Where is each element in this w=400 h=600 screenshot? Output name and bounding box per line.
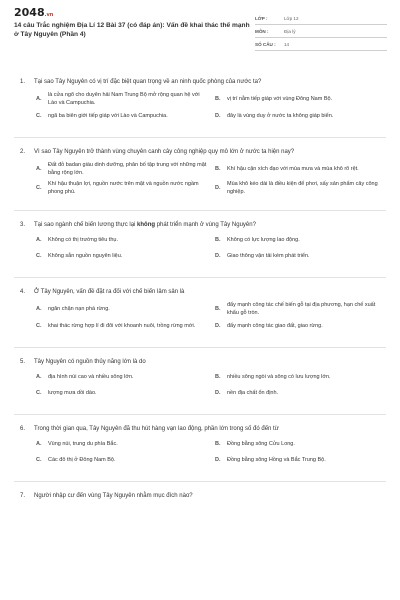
option-c[interactable] bbox=[36, 455, 209, 467]
option-grid bbox=[36, 92, 386, 123]
page-title: 14 câu Trắc nghiệm Địa Lí 12 Bài 37 (có đáp án): Vấn đề khai thác thế mạnh ở Tây Nguyên (Phần 4) bbox=[14, 22, 250, 38]
option-text: Không sẵn nguồn nguyên liệu. bbox=[48, 253, 123, 260]
option-text: địa hình núi cao và nhiều sông lớn. bbox=[48, 374, 134, 381]
info-value: Địa lý bbox=[284, 28, 296, 34]
option-d[interactable] bbox=[215, 251, 388, 263]
question-1 bbox=[14, 68, 386, 137]
option-b[interactable] bbox=[215, 302, 388, 317]
option-text: Đất đỏ badan giàu dinh dưỡng, phân bố tập trung với những mặt bằng rộng lớn. bbox=[48, 162, 207, 176]
option-c[interactable] bbox=[36, 181, 209, 196]
option-letter: D. bbox=[215, 113, 221, 120]
option-letter: B. bbox=[215, 374, 221, 381]
option-c[interactable] bbox=[36, 111, 209, 123]
option-c[interactable] bbox=[36, 321, 209, 333]
question-number: 4. bbox=[20, 289, 26, 295]
info-value: 14 bbox=[284, 41, 290, 47]
option-c[interactable] bbox=[36, 388, 209, 400]
info-row-class bbox=[255, 12, 387, 25]
option-b[interactable] bbox=[215, 439, 388, 451]
question-number: 5. bbox=[20, 359, 26, 365]
question-number: 1. bbox=[20, 79, 26, 85]
question-head bbox=[14, 358, 386, 366]
option-letter: C. bbox=[36, 457, 42, 464]
option-text: Các đô thị ở Đông Nam Bộ. bbox=[48, 457, 116, 464]
option-text: Giao thông vận tải kém phát triển. bbox=[227, 253, 310, 260]
option-letter: B. bbox=[215, 237, 221, 244]
option-grid bbox=[36, 235, 386, 263]
question-3 bbox=[14, 211, 386, 277]
option-letter: B. bbox=[215, 305, 221, 312]
question-text: Trong thời gian qua, Tây Nguyên đã thu hút hàng vạn lao động, phần lớn trong số đó đến từ bbox=[34, 426, 279, 432]
question-text-part: phát triển mạnh ở vùng Tây Nguyên? bbox=[155, 222, 256, 228]
option-a[interactable] bbox=[36, 439, 209, 451]
option-letter: D. bbox=[215, 390, 221, 397]
question-head bbox=[14, 221, 386, 229]
question-number: 3. bbox=[20, 222, 26, 228]
option-text: đẩy mạnh công tác chế biến gỗ tại địa phương, hạn chế xuất khẩu gỗ tròn. bbox=[227, 302, 376, 316]
option-b[interactable] bbox=[215, 92, 388, 107]
question-text bbox=[34, 221, 386, 229]
option-letter: A. bbox=[36, 441, 42, 448]
question-text: Tại sao Tây Nguyên có vị trí đặc biệt quan trọng về an ninh quốc phòng của nước ta? bbox=[34, 79, 262, 85]
question-6 bbox=[14, 415, 386, 481]
option-text: Đồng bằng sông Cửu Long. bbox=[227, 441, 295, 448]
option-text: ngã ba biên giới tiếp giáp với Lào và Campuchia. bbox=[48, 113, 168, 120]
option-b[interactable] bbox=[215, 372, 388, 384]
question-head bbox=[14, 78, 386, 86]
option-d[interactable] bbox=[215, 181, 388, 196]
question-5 bbox=[14, 348, 386, 414]
option-text: Khí hậu thuận lợi, nguồn nước trên mặt và nguồn nước ngầm phong phú. bbox=[48, 181, 199, 195]
question-number: 2. bbox=[20, 149, 26, 155]
option-a[interactable] bbox=[36, 235, 209, 247]
info-label: LỚP : bbox=[255, 15, 268, 21]
option-text: là cửa ngõ cho duyên hải Nam Trung Bộ mở rộng quan hệ với Lào và Campuchia. bbox=[48, 92, 200, 106]
option-text: vị trí nằm tiếp giáp với vùng Đông Nam Bộ. bbox=[227, 95, 333, 102]
info-row-count bbox=[255, 38, 387, 51]
option-text: ngăn chặn nạn phá rừng. bbox=[48, 305, 110, 312]
info-label: SỐ CÂU : bbox=[255, 41, 276, 47]
page-header bbox=[0, 0, 400, 56]
question-text-part: Tại sao ngành chế biến lương thực lại bbox=[34, 222, 138, 228]
option-letter: C. bbox=[36, 184, 42, 191]
option-grid bbox=[36, 439, 386, 467]
info-row-subject bbox=[255, 25, 387, 38]
option-letter: A. bbox=[36, 237, 42, 244]
option-a[interactable] bbox=[36, 302, 209, 317]
option-b[interactable] bbox=[215, 235, 388, 247]
option-letter: B. bbox=[215, 165, 221, 172]
option-letter: A. bbox=[36, 95, 42, 102]
option-text: nền địa chất ổn định. bbox=[227, 390, 279, 397]
question-number: 7. bbox=[20, 493, 26, 499]
option-letter: C. bbox=[36, 113, 42, 120]
option-grid bbox=[36, 302, 386, 333]
site-logo[interactable] bbox=[14, 6, 53, 19]
logo-text: 2048 bbox=[14, 6, 45, 19]
option-text: Đồng bằng sông Hồng và Bắc Trung Bộ. bbox=[227, 457, 326, 464]
option-text: khai thác rừng hợp lí đi đôi với khoanh nuôi, trồng rừng mới. bbox=[48, 323, 196, 330]
option-c[interactable] bbox=[36, 251, 209, 263]
question-list bbox=[0, 68, 400, 500]
option-b[interactable] bbox=[215, 162, 388, 177]
option-letter: D. bbox=[215, 253, 221, 260]
question-head bbox=[14, 425, 386, 433]
question-text-emphasis: không bbox=[137, 222, 156, 228]
option-letter: C. bbox=[36, 253, 42, 260]
option-d[interactable] bbox=[215, 321, 388, 333]
option-letter: C. bbox=[36, 390, 42, 397]
option-letter: D. bbox=[215, 323, 221, 330]
question-text: Tây Nguyên có nguồn thủy năng lớn là do bbox=[34, 359, 146, 365]
option-text: Không có lực lượng lao động. bbox=[227, 237, 300, 244]
option-text: nhiều sông ngòi và sông có lưu lượng lớn. bbox=[227, 374, 331, 381]
question-text: Vì sao Tây Nguyên trở thành vùng chuyên canh cây công nghiệp quy mô lớn ở nước ta hiện nay? bbox=[34, 149, 295, 155]
option-text: Không có thị trường tiêu thụ. bbox=[48, 237, 118, 244]
option-letter: A. bbox=[36, 165, 42, 172]
option-letter: D. bbox=[215, 457, 221, 464]
info-table bbox=[255, 12, 387, 51]
option-a[interactable] bbox=[36, 372, 209, 384]
option-text: đây là vùng duy ở nước ta không giáp biển. bbox=[227, 113, 334, 120]
option-letter: B. bbox=[215, 95, 221, 102]
option-d[interactable] bbox=[215, 455, 388, 467]
option-letter: A. bbox=[36, 374, 42, 381]
info-value: Lớp 12 bbox=[284, 15, 299, 21]
question-7 bbox=[14, 482, 386, 500]
question-4 bbox=[14, 278, 386, 347]
option-d[interactable] bbox=[215, 388, 388, 400]
option-text: Mùa khô kéo dài là điều kiện để phơi, sấy sản phẩm cây công nghiệp. bbox=[227, 181, 378, 195]
option-text: đẩy mạnh công tác giao đất, giao rừng. bbox=[227, 323, 323, 330]
logo-suffix: .vn bbox=[44, 12, 54, 18]
question-number: 6. bbox=[20, 426, 26, 432]
option-grid bbox=[36, 162, 386, 196]
option-letter: B. bbox=[215, 441, 221, 448]
question-head bbox=[14, 148, 386, 156]
option-d[interactable] bbox=[215, 111, 388, 123]
option-text: Khí hậu cận xích đạo với mùa mưa và mùa khô rõ rệt. bbox=[227, 165, 359, 172]
option-a[interactable] bbox=[36, 162, 209, 177]
option-a[interactable] bbox=[36, 92, 209, 107]
question-text: Người nhập cư đến vùng Tây Nguyên nhằm mục đích nào? bbox=[34, 493, 193, 499]
option-text: lượng mưa dồi dào. bbox=[48, 390, 97, 397]
option-grid bbox=[36, 372, 386, 400]
option-text: Vùng núi, trung du phía Bắc. bbox=[48, 441, 118, 448]
question-2 bbox=[14, 138, 386, 210]
question-text: Ở Tây Nguyên, vấn đề đặt ra đối với chế biến lâm sản là bbox=[34, 289, 185, 295]
info-label: MÔN : bbox=[255, 28, 269, 34]
option-letter: D. bbox=[215, 184, 221, 191]
option-letter: A. bbox=[36, 305, 42, 312]
option-letter: C. bbox=[36, 323, 42, 330]
question-head bbox=[14, 288, 386, 296]
question-head bbox=[14, 492, 386, 500]
